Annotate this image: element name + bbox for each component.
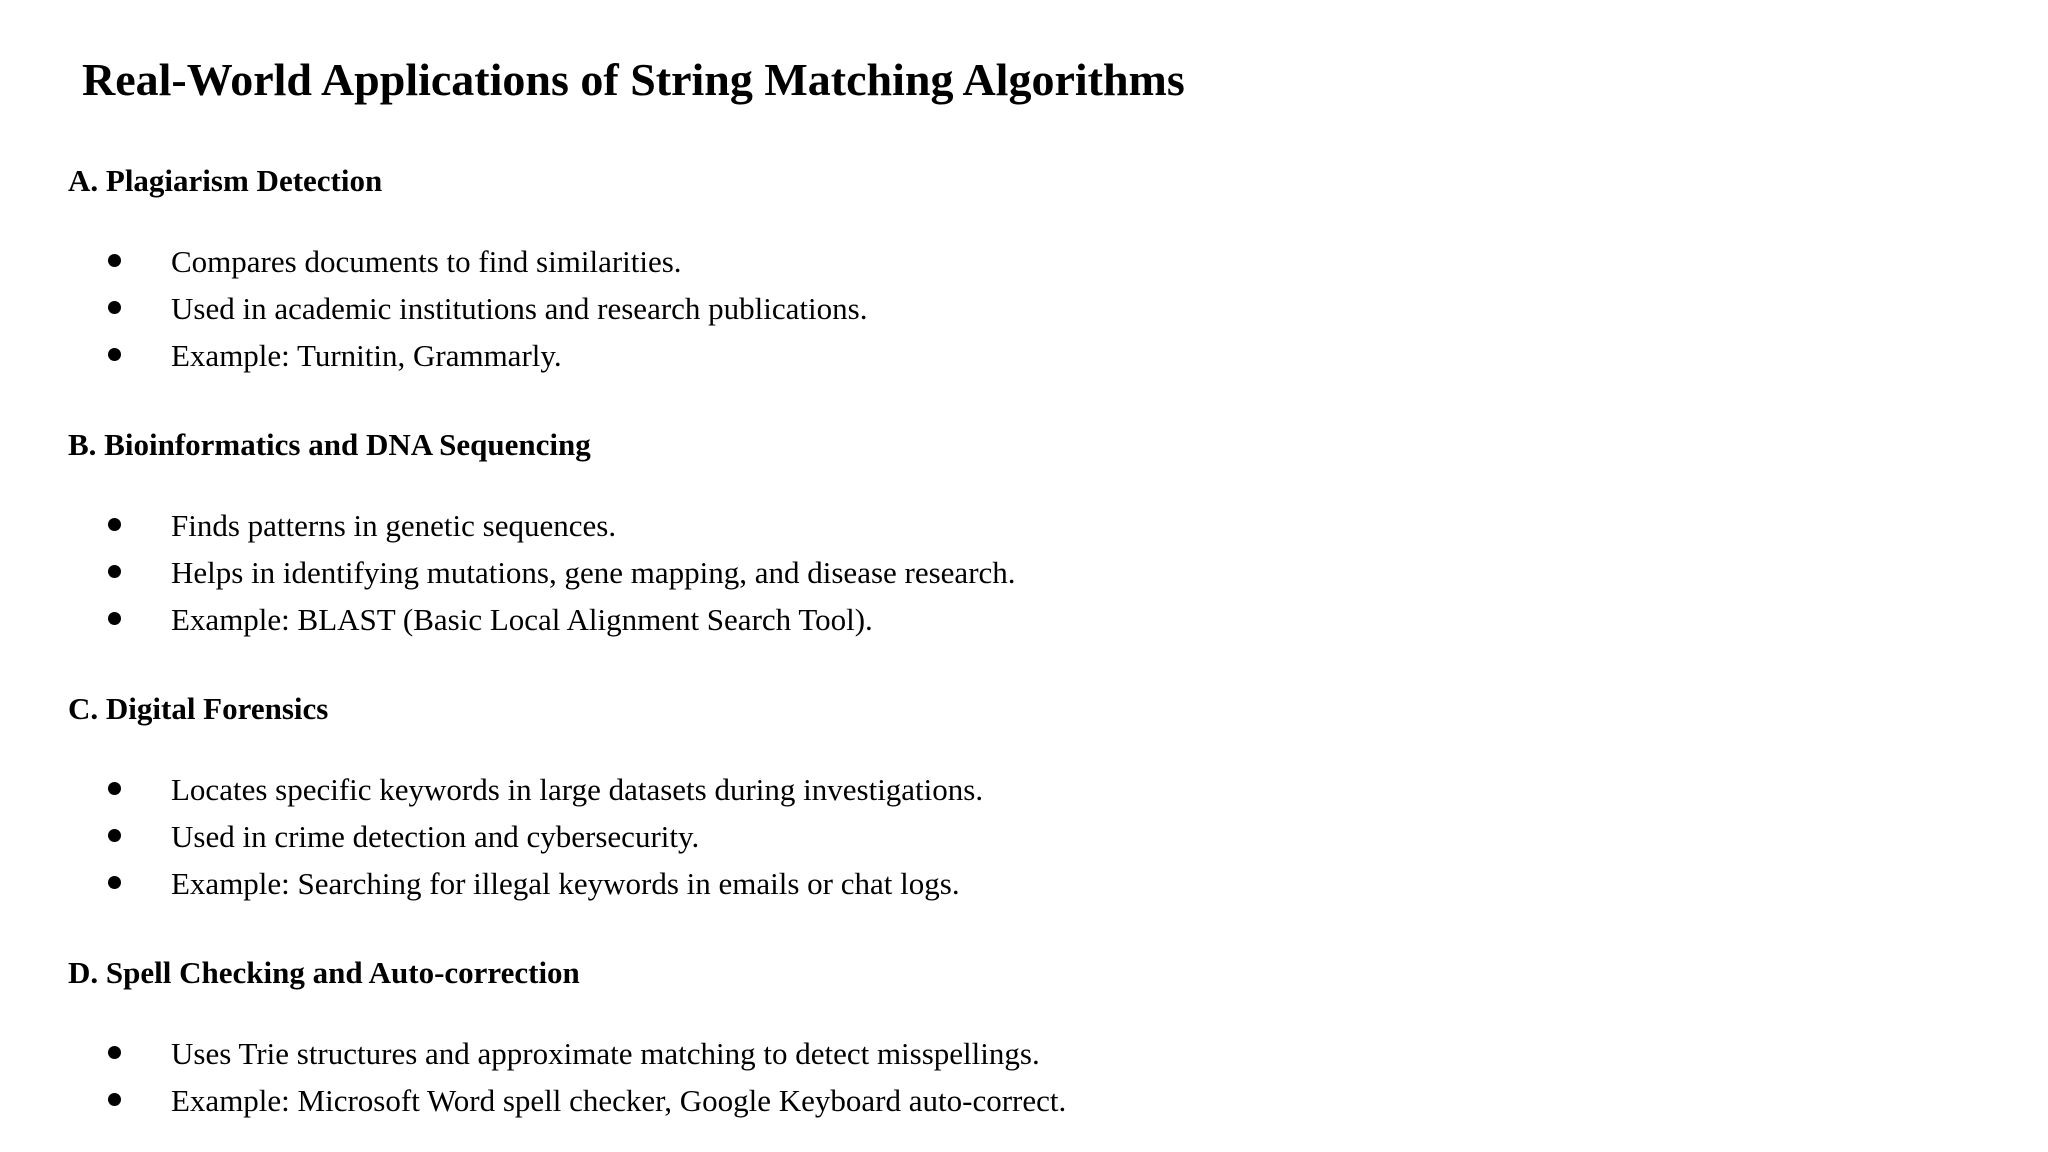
bullet-list [68,502,1968,643]
section-plagiarism-detection [68,160,1968,379]
section-digital-forensics [68,688,1968,907]
list-item [68,766,1968,813]
section-bioinformatics [68,424,1968,643]
list-item-text: Helps in identifying mutations, gene mapping, and disease research. [171,555,1016,590]
bullet-icon [108,876,121,889]
list-item [68,1030,1968,1077]
list-item [68,238,1968,285]
list-item-text: Finds patterns in genetic sequences. [171,508,617,543]
bullet-icon [108,612,121,625]
list-item-text: Locates specific keywords in large datasets during investigations. [171,772,984,807]
section-heading: D. Spell Checking and Auto-correction [68,955,580,990]
bullet-list [68,1030,1968,1124]
page-title: Real-World Applications of String Matching Algorithms [82,54,1185,105]
list-item [68,1077,1968,1124]
list-item-text: Uses Trie structures and approximate matching to detect misspellings. [171,1036,1040,1071]
bullet-icon [108,829,121,842]
list-item-text: Example: BLAST (Basic Local Alignment Search Tool). [171,602,873,637]
list-item [68,332,1968,379]
list-item [68,860,1968,907]
list-item [68,549,1968,596]
list-item-text: Used in academic institutions and research publications. [171,291,868,326]
list-item-text: Example: Microsoft Word spell checker, Google Keyboard auto-correct. [171,1083,1067,1118]
bullet-icon [108,1093,121,1106]
list-item [68,285,1968,332]
list-item-text: Example: Turnitin, Grammarly. [171,338,562,373]
bullet-icon [108,518,121,531]
bullet-icon [108,254,121,267]
list-item [68,813,1968,860]
list-item-text: Example: Searching for illegal keywords in emails or chat logs. [171,866,960,901]
list-item-text: Compares documents to find similarities. [171,244,682,279]
bullet-icon [108,565,121,578]
section-heading: A. Plagiarism Detection [68,163,383,198]
section-spell-checking [68,952,1968,1124]
section-heading: C. Digital Forensics [68,691,329,726]
section-heading: B. Bioinformatics and DNA Sequencing [68,427,591,462]
list-item [68,596,1968,643]
bullet-icon [108,1046,121,1059]
bullet-icon [108,782,121,795]
list-item [68,502,1968,549]
bullet-icon [108,301,121,314]
bullet-list [68,766,1968,907]
list-item-text: Used in crime detection and cybersecurity. [171,819,700,854]
bullet-list [68,238,1968,379]
bullet-icon [108,348,121,361]
